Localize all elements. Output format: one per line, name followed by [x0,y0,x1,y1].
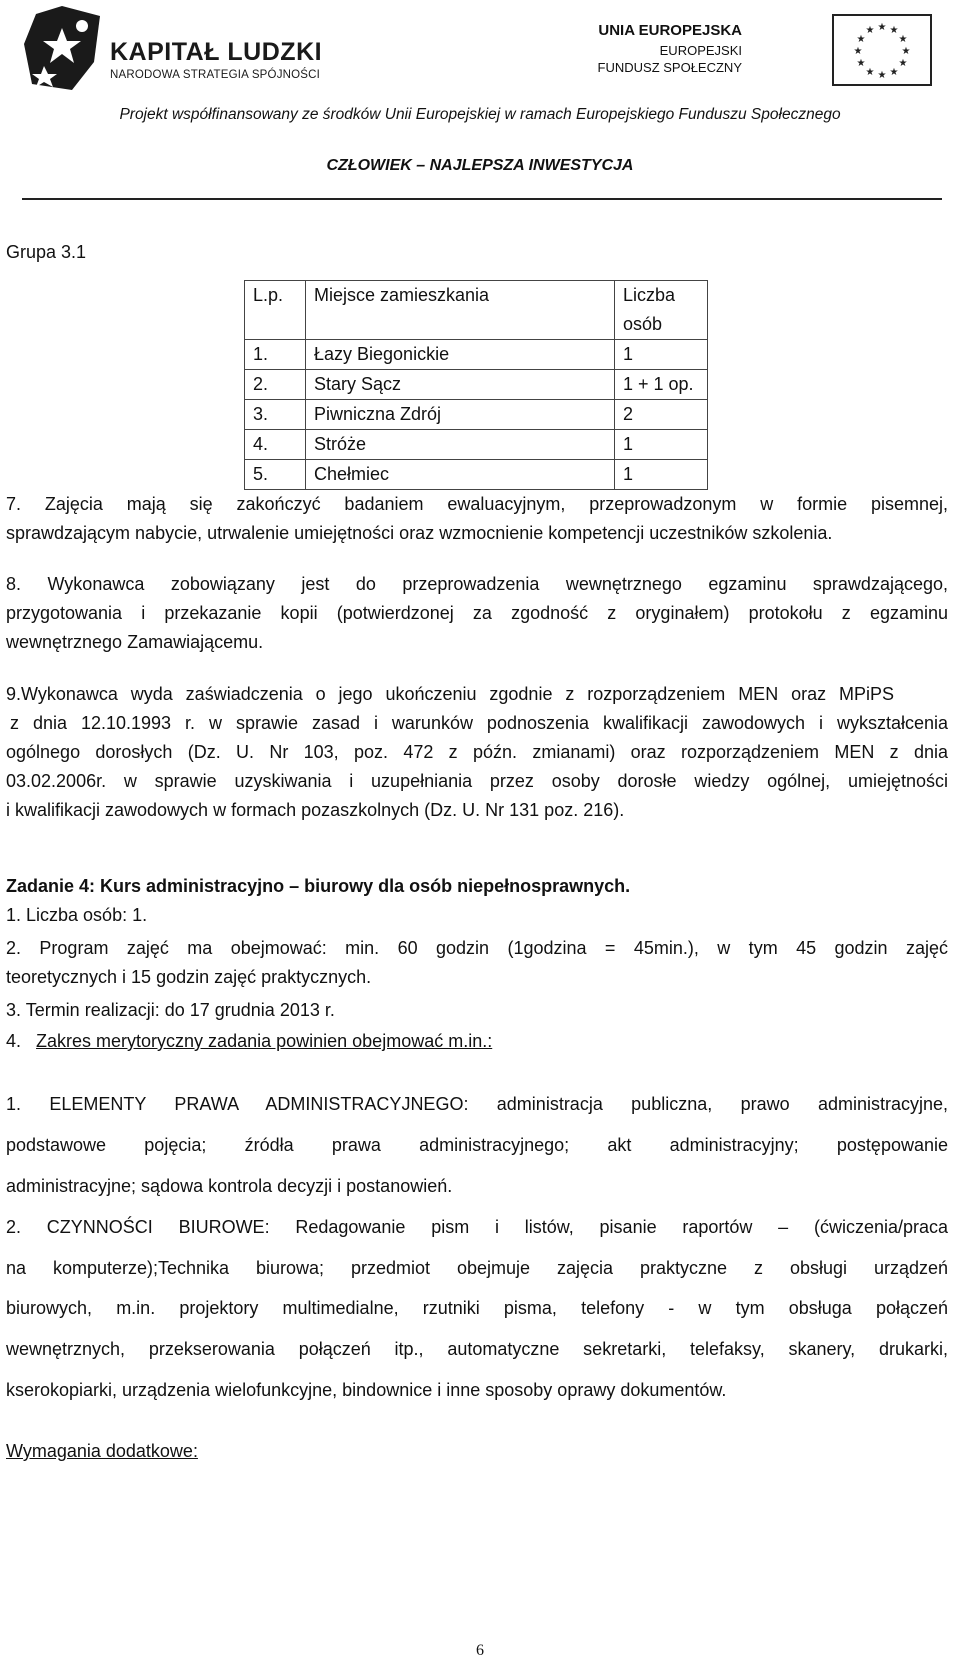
page-number: 6 [476,1642,484,1659]
svg-text:★: ★ [898,58,908,69]
table-cell: 2 [615,400,708,430]
section-1-line: 1. ELEMENTY PRAWA ADMINISTRACYJNEGO: administracja publiczna, prawo administracyjne, [6,1094,948,1114]
table-row [245,340,708,370]
svg-text:★: ★ [901,46,911,57]
eu-fund-line2: FUNDUSZ SPOŁECZNY [597,60,742,75]
task-4-item-2: 2. Program zajęć ma obejmować: min. 60 godzin (1godzina = 45min.), w tym 45 godzin zajęć [6,938,948,958]
table-cell: 1 [615,460,708,490]
svg-text:★: ★ [877,22,887,33]
eu-name: UNIA EUROPEJSKA [598,22,742,39]
participants-table [244,280,708,490]
task-4-title: Zadanie 4: Kurs administracyjno – biurowy dla osób niepełnosprawnych. [6,876,631,896]
paragraph-9-line: ogólnego dorosłych (Dz. U. Nr 103, poz. 472 z późn. zmianami) oraz rozporządzeniem MEN z dnia [6,742,948,762]
additional-requirements-heading: Wymagania dodatkowe: [6,1441,198,1461]
table-row [245,370,708,400]
paragraph-8-line: przygotowania i przekazanie kopii (potwierdzonej za zgodność z oryginałem) protokołu z egzaminu [6,603,948,623]
table-row [245,460,708,490]
svg-text:★: ★ [856,58,866,69]
svg-text:★: ★ [865,67,875,78]
motto: CZŁOWIEK – NAJLEPSZA INWESTYCJA [326,157,634,174]
table-header-count-line1: Liczba [623,285,676,305]
table-cell: 1 [615,430,708,460]
svg-text:★: ★ [865,25,875,36]
kapital-ludzki-name: KAPITAŁ LUDZKI [110,38,323,66]
table-header-cell [615,281,708,340]
paragraph-8-line: wewnętrznego Zamawiającemu. [6,632,264,652]
paragraph-8-line: 8. Wykonawca zobowiązany jest do przeprowadzenia wewnętrznego egzaminu sprawdzającego, [6,574,948,594]
task-4-item-1: 1. Liczba osób: 1. [6,905,148,925]
task-4-item-4-text: Zakres merytoryczny zadania powinien obejmować m.in.: [36,1031,493,1051]
table-header-cell: L.p. [245,281,306,340]
kapital-ludzki-emblem-icon [22,4,108,92]
table-cell: 3. [245,400,306,430]
eu-flag-icon [832,14,932,86]
section-2-line: wewnętrznych, przekserowania połączeń itp., automatyczne sekretarki, telefaksy, skanery, drukarki, [6,1339,948,1359]
table-cell: Stróże [306,430,615,460]
task-4-item-4-number: 4. [6,1031,22,1051]
kapital-ludzki-logo [22,4,352,92]
table-cell: 5. [245,460,306,490]
section-2-line: na komputerze);Technika biurowa; przedmiot obejmuje zajęcia praktyczne z obsługi urządzeń [6,1258,948,1278]
table-row [245,400,708,430]
section-2-line: biurowych, m.in. projektory multimedialne, rzutniki pisma, telefony - w tym obsługa połączeń [6,1298,948,1318]
table-header-row [245,281,708,340]
funding-statement: Projekt współfinansowany ze środków Unii Europejskiej w ramach Europejskiego Funduszu Społecznego [119,106,841,123]
paragraph-7-line: sprawdzającym nabycie, utrwalenie umiejętności oraz wzmocnienie kompetencji uczestników szkolenia. [6,523,833,543]
section-1-line: administracyjne; sądowa kontrola decyzji i postanowień. [6,1176,453,1196]
table-cell: Stary Sącz [306,370,615,400]
section-1-line: podstawowe pojęcia; źródła prawa administracyjnego; akt administracyjny; postępowanie [6,1135,948,1155]
table-cell: 1 + 1 op. [615,370,708,400]
task-4-item-2-cont: teoretycznych i 15 godzin zajęć praktycznych. [6,967,372,987]
paragraph-9-line: i kwalifikacji zawodowych w formach pozaszkolnych (Dz. U. Nr 131 poz. 216). [6,800,625,820]
table-cell: 1. [245,340,306,370]
table-cell: Piwniczna Zdrój [306,400,615,430]
paragraph-7-line: 7. Zajęcia mają się zakończyć badaniem ewaluacyjnym, przeprowadzonym w formie pisemnej, [6,494,948,514]
header-divider [22,198,942,200]
paragraph-9-line: 03.02.2006r. w sprawie uzyskiwania i uzupełniania przez osoby dorosłe wiedzy ogólnej, umiejętności [6,771,948,791]
table-cell: 2. [245,370,306,400]
table-header-count-line2: osób [623,314,663,334]
paragraph-9-line: z dnia 12.10.1993 r. w sprawie zasad i warunków podnoszenia kwalifikacji zawodowych i wykształcenia [10,713,948,733]
table-header-cell: Miejsce zamieszkania [306,281,615,340]
task-4-item-4 [6,1027,492,1056]
task-4-item-3: 3. Termin realizacji: do 17 grudnia 2013 r. [6,1000,335,1020]
eu-fund-line1: EUROPEJSKI [659,43,742,58]
svg-text:★: ★ [889,67,899,78]
table-row [245,430,708,460]
svg-text:★: ★ [889,25,899,36]
table-cell: 4. [245,430,306,460]
svg-text:★: ★ [877,70,887,81]
svg-text:★: ★ [853,46,863,57]
section-2-line: 2. CZYNNOŚCI BIUROWE: Redagowanie pism i listów, pisanie raportów – (ćwiczenia/praca [6,1217,948,1237]
table-cell: 1 [615,340,708,370]
section-2-line: kserokopiarki, urządzenia wielofunkcyjne, bindownice i inne sposoby oprawy dokumentów. [6,1380,727,1400]
svg-text:★: ★ [856,34,866,45]
table-cell: Łazy Biegonickie [306,340,615,370]
svg-text:★: ★ [898,34,908,45]
paragraph-9-line: 9.Wykonawca wyda zaświadczenia o jego ukończeniu zgodnie z rozporządzeniem MEN oraz MPiPS [6,684,894,704]
group-label: Grupa 3.1 [6,242,87,262]
kapital-ludzki-subtitle: NARODOWA STRATEGIA SPÓJNOŚCI [110,69,321,81]
table-cell: Chełmiec [306,460,615,490]
